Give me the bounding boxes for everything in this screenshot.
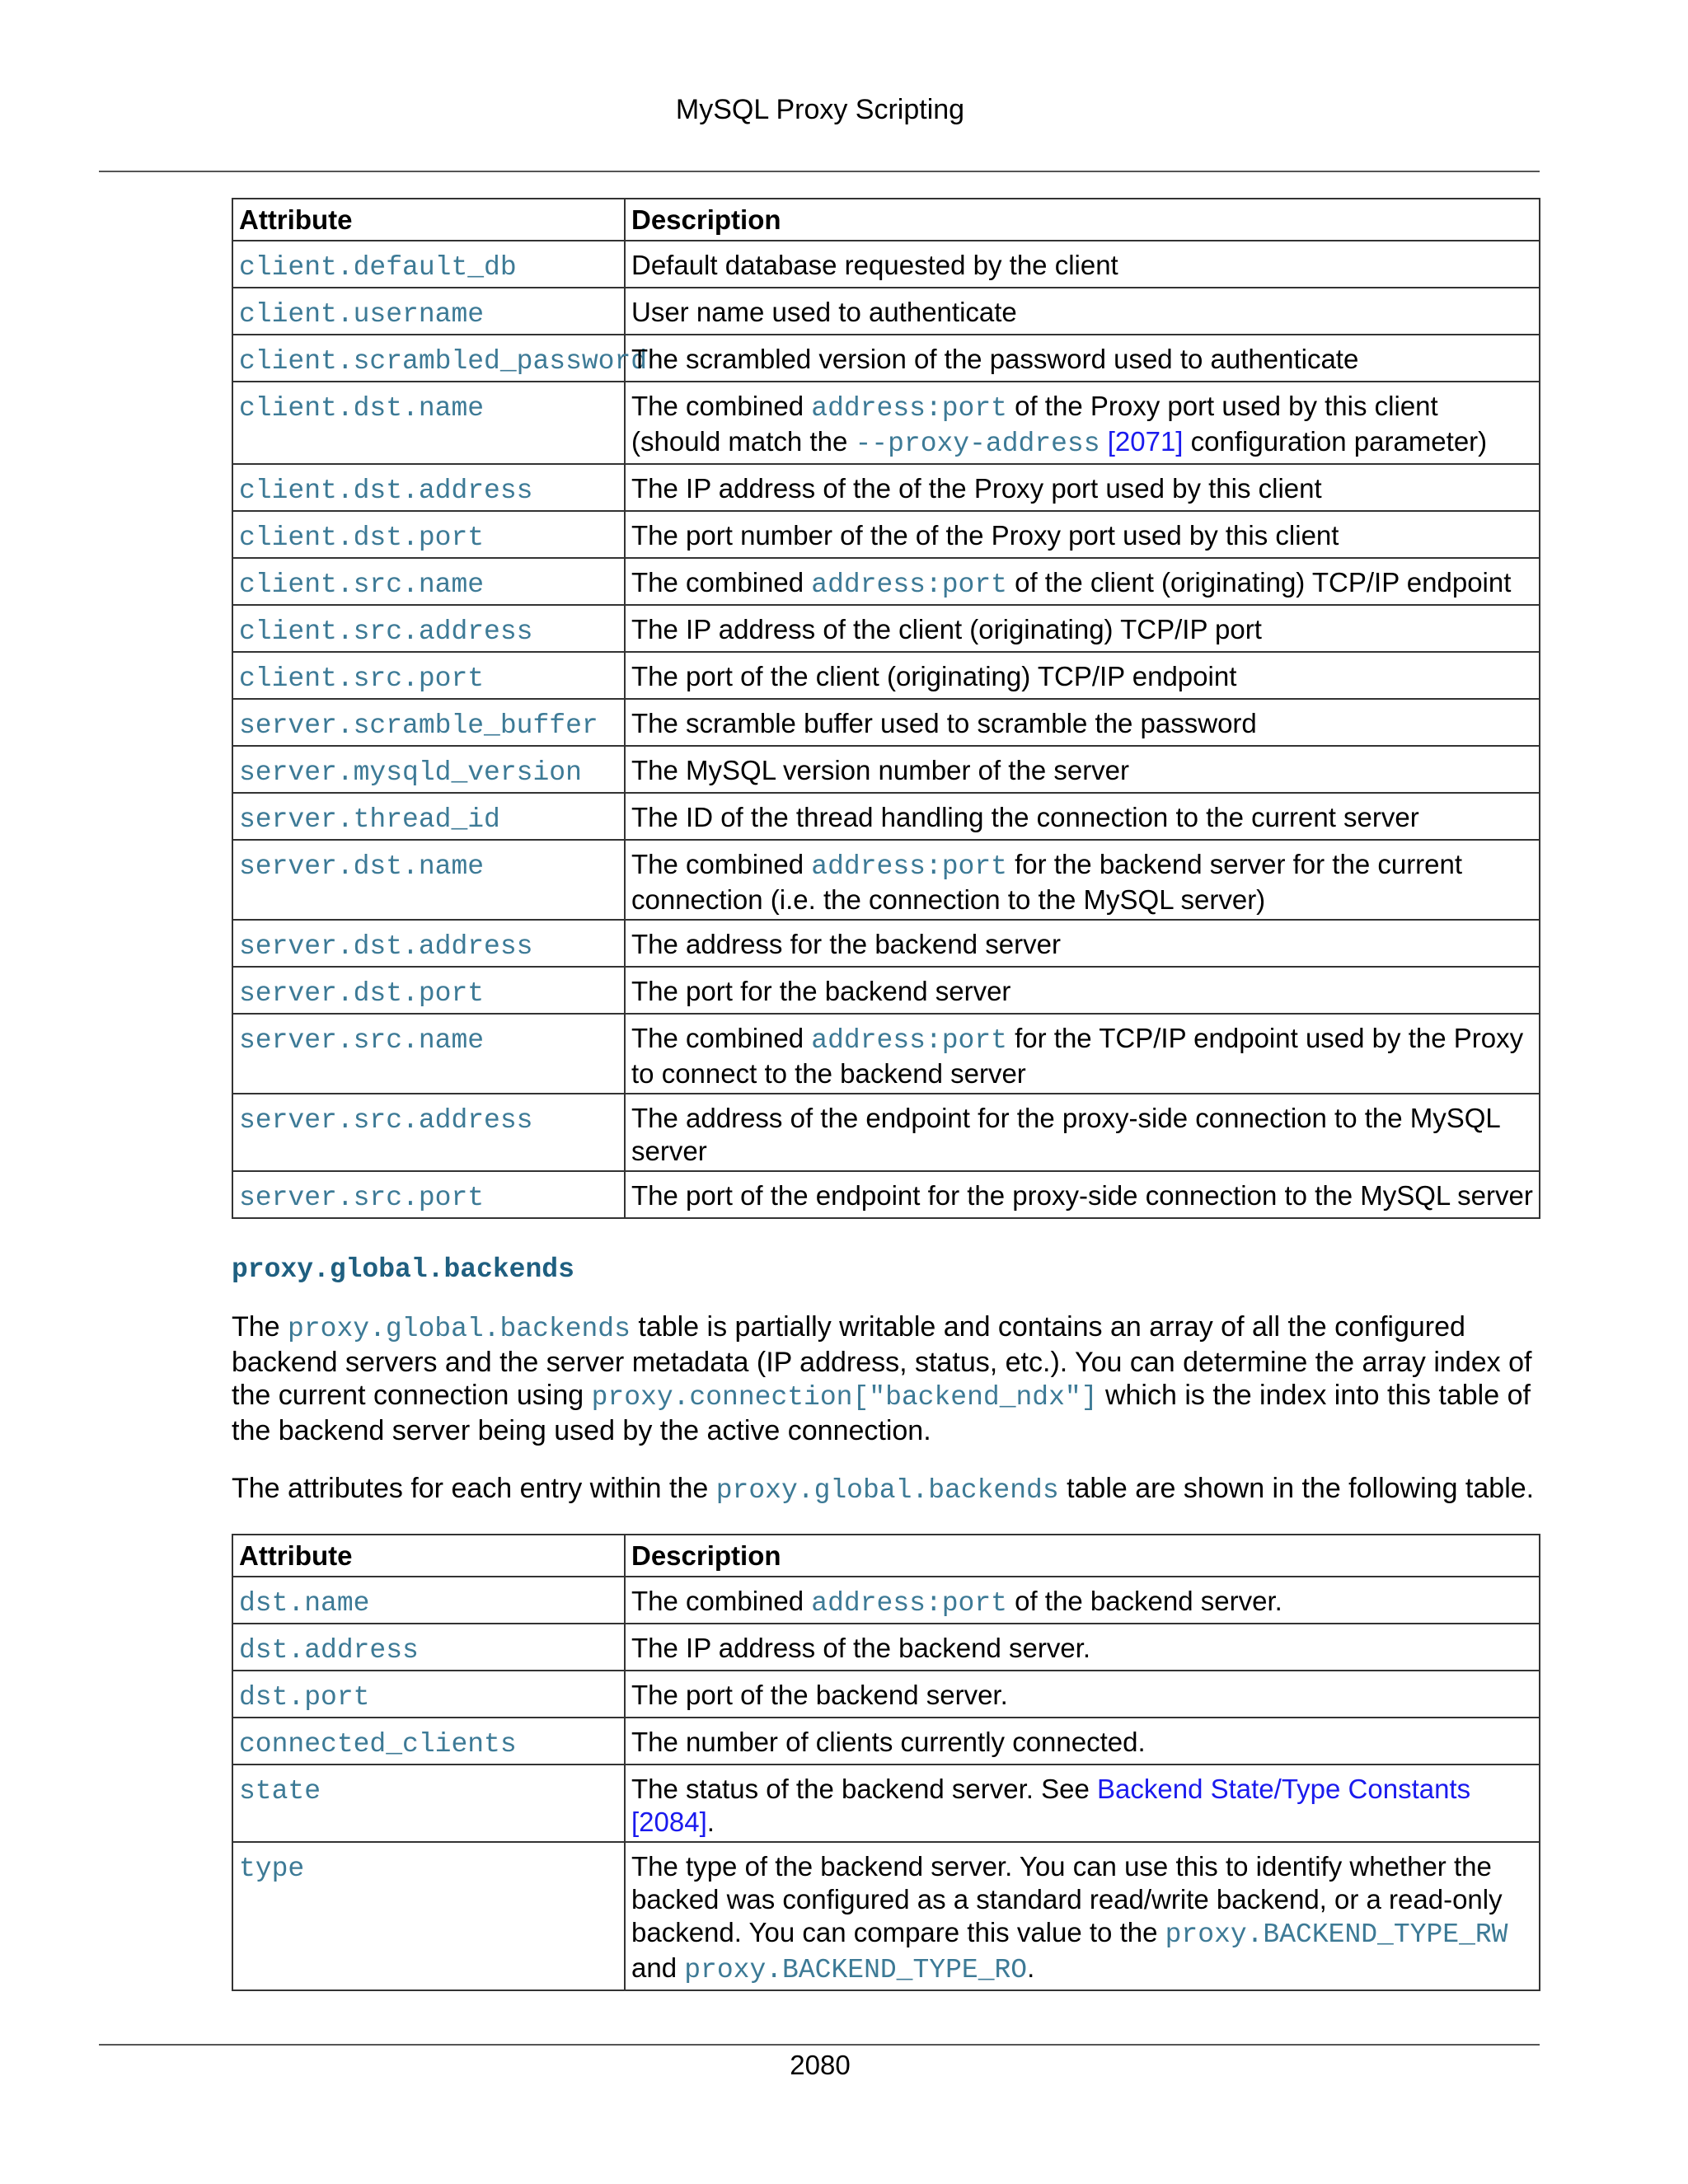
inline-code: address:port xyxy=(811,851,1007,882)
attribute-name: client.dst.name xyxy=(239,393,485,424)
column-header-description: Description xyxy=(625,199,1540,241)
attribute-name: server.src.address xyxy=(239,1105,533,1136)
text-run: The IP address of the backend server. xyxy=(631,1633,1091,1663)
backends-attributes-paragraph xyxy=(232,1472,1542,1507)
attribute-cell xyxy=(232,382,625,464)
attribute-cell xyxy=(232,652,625,699)
description-cell xyxy=(625,699,1540,746)
column-header-description: Description xyxy=(625,1535,1540,1577)
text-run: Default database requested by the client xyxy=(631,250,1118,280)
attribute-name: client.dst.address xyxy=(239,476,533,506)
description-cell xyxy=(625,1718,1540,1765)
section-title: proxy.global.backends xyxy=(232,1254,574,1285)
attribute-name: client.default_db xyxy=(239,252,517,283)
attribute-name: dst.port xyxy=(239,1682,370,1713)
text-run: table is partially writable and contains an array of all the configured backend servers and the server metadata (IP address, status, etc.). You can determine the array index of the current connection using xyxy=(232,1311,1532,1411)
attribute-cell xyxy=(232,1014,625,1094)
description-cell xyxy=(625,1094,1540,1171)
attribute-cell xyxy=(232,1094,625,1171)
description-cell xyxy=(625,1171,1540,1218)
attribute-name: server.src.name xyxy=(239,1025,485,1056)
attribute-cell xyxy=(232,464,625,511)
table-header-row xyxy=(232,199,1540,241)
description-cell xyxy=(625,382,1540,464)
inline-code: proxy.BACKEND_TYPE_RW xyxy=(1165,1919,1508,1950)
attribute-name: type xyxy=(239,1854,305,1884)
attribute-name: server.src.port xyxy=(239,1183,485,1213)
text-run: . xyxy=(1027,1952,1035,1983)
table-row xyxy=(232,464,1540,511)
text-run: The port of the client (originating) TCP/IP endpoint xyxy=(631,661,1237,691)
inline-code: --proxy-address xyxy=(855,429,1100,459)
table-row xyxy=(232,241,1540,288)
table-row xyxy=(232,558,1540,605)
attribute-name: server.scramble_buffer xyxy=(239,710,598,741)
description-cell xyxy=(625,793,1540,840)
description-cell xyxy=(625,288,1540,335)
description-cell xyxy=(625,511,1540,558)
attribute-cell xyxy=(232,1765,625,1842)
text-run: configuration parameter) xyxy=(1183,426,1488,457)
text-run: The IP address of the client (originating) TCP/IP port xyxy=(631,614,1262,644)
table-row xyxy=(232,1577,1540,1624)
table-row xyxy=(232,1718,1540,1765)
footer-rule xyxy=(99,2044,1540,2046)
text-run: of the Proxy port used by this client (should match the xyxy=(631,391,1438,457)
attribute-cell xyxy=(232,335,648,382)
table-row xyxy=(232,699,1540,746)
attribute-name: client.src.address xyxy=(239,616,533,647)
description-cell xyxy=(625,1765,1540,1842)
page-header: MySQL Proxy Scripting xyxy=(675,94,965,125)
table-row xyxy=(232,967,1540,1014)
attribute-cell xyxy=(232,699,625,746)
description-cell xyxy=(625,1577,1540,1624)
text-run: . xyxy=(706,1807,715,1837)
attribute-name: client.src.name xyxy=(239,569,485,600)
attribute-cell xyxy=(232,1671,625,1718)
text-run: The address for the backend server xyxy=(631,929,1061,959)
table-row xyxy=(232,335,1540,382)
text-run: The status of the backend server. See xyxy=(631,1774,1097,1804)
text-run: The combined xyxy=(631,391,812,421)
attribute-cell xyxy=(232,840,625,920)
attribute-cell xyxy=(232,793,625,840)
text-run: The address of the endpoint for the proxy-side connection to the MySQL server xyxy=(631,1103,1500,1166)
text-run: The port of the backend server. xyxy=(631,1680,1008,1710)
description-cell xyxy=(625,652,1540,699)
text-run: The combined xyxy=(631,849,812,879)
description-cell xyxy=(625,605,1540,652)
description-cell xyxy=(625,1671,1540,1718)
table-row xyxy=(232,1765,1540,1842)
inline-code: address:port xyxy=(811,1025,1007,1056)
attribute-cell xyxy=(232,1718,625,1765)
description-cell xyxy=(625,558,1540,605)
attribute-name: server.thread_id xyxy=(239,804,500,835)
table-row xyxy=(232,840,1540,920)
inline-code: proxy.global.backends xyxy=(288,1314,631,1344)
backend-attributes-table xyxy=(232,1534,1540,1991)
text-run: The combined xyxy=(631,567,812,598)
inline-code: address:port xyxy=(811,393,1007,424)
description-cell xyxy=(625,335,1540,382)
inline-code: proxy.connection["backend_ndx"] xyxy=(591,1382,1098,1413)
inline-code: address:port xyxy=(811,569,1007,600)
table-row xyxy=(232,1842,1540,1990)
description-cell xyxy=(625,1624,1540,1671)
inline-code: proxy.BACKEND_TYPE_RO xyxy=(684,1955,1028,1985)
attribute-cell xyxy=(232,241,625,288)
text-run: and xyxy=(631,1952,685,1983)
attribute-name: client.src.port xyxy=(239,663,485,694)
table-row xyxy=(232,1171,1540,1218)
connection-attributes-table xyxy=(232,198,1540,1219)
text-run: The type of the backend server. You can use this to identify whether the backed was configured as a standard read/write backend, or a read-only backend. You can compare this value to the xyxy=(631,1851,1503,1947)
description-cell xyxy=(625,1842,1540,1990)
text-run: for the backend server for the current connection (i.e. the connection to the MySQL server) xyxy=(631,849,1463,915)
text-run: The port of the endpoint for the proxy-side connection to the MySQL server xyxy=(631,1180,1533,1211)
column-header-attribute: Attribute xyxy=(232,199,625,241)
attribute-cell xyxy=(232,605,625,652)
attribute-name: client.username xyxy=(239,299,485,330)
table-row xyxy=(232,793,1540,840)
description-cell xyxy=(625,1014,1540,1094)
text-run: The scramble buffer used to scramble the password xyxy=(631,708,1257,738)
text-run: of the client (originating) TCP/IP endpoint xyxy=(1006,567,1512,598)
attribute-cell xyxy=(232,746,625,793)
attribute-name: connected_clients xyxy=(239,1729,517,1760)
column-header-attribute: Attribute xyxy=(232,1535,625,1577)
attribute-cell xyxy=(232,1577,625,1624)
attribute-name: dst.address xyxy=(239,1635,419,1666)
attribute-name: server.dst.port xyxy=(239,978,485,1009)
attribute-cell xyxy=(232,1171,625,1218)
description-cell xyxy=(625,967,1540,1014)
table-row xyxy=(232,382,1540,464)
attribute-cell xyxy=(232,511,625,558)
text-run: which is the index into this table of the backend server being used by the active connection. xyxy=(232,1380,1531,1446)
text-run: The MySQL version number of the server xyxy=(631,755,1130,785)
header-rule xyxy=(99,171,1540,172)
table-header-row xyxy=(232,1535,1540,1577)
text-run: table are shown in the following table. xyxy=(1058,1473,1535,1504)
text-run: The number of clients currently connected. xyxy=(631,1727,1146,1757)
table-row xyxy=(232,746,1540,793)
attribute-name: state xyxy=(239,1776,321,1807)
attribute-name: server.dst.name xyxy=(239,851,485,882)
backends-intro-paragraph xyxy=(232,1310,1542,1447)
text-run: The port number of the of the Proxy port used by this client xyxy=(631,520,1339,551)
table-row xyxy=(232,1671,1540,1718)
attribute-cell xyxy=(232,1624,625,1671)
inline-code: proxy.global.backends xyxy=(715,1475,1059,1506)
text-run: of the backend server. xyxy=(1006,1586,1282,1616)
description-cell xyxy=(625,840,1540,920)
page-number: 2080 xyxy=(790,2050,851,2080)
attribute-name: dst.name xyxy=(239,1588,370,1619)
text-run: The scrambled version of the password used to authenticate xyxy=(631,344,1359,374)
text-run: The attributes for each entry within the xyxy=(232,1473,716,1504)
text-run: The combined xyxy=(631,1586,812,1616)
attribute-cell xyxy=(232,920,625,967)
inline-code: address:port xyxy=(811,1588,1007,1619)
text-run: The IP address of the of the Proxy port used by this client xyxy=(631,473,1322,504)
attribute-cell xyxy=(232,967,625,1014)
description-cell xyxy=(625,920,1540,967)
table-row xyxy=(232,652,1540,699)
text-run: User name used to authenticate xyxy=(631,297,1017,327)
text-run: The ID of the thread handling the connection to the current server xyxy=(631,802,1419,832)
attribute-cell xyxy=(232,558,625,605)
table-row xyxy=(232,288,1540,335)
table-row xyxy=(232,1014,1540,1094)
text-run xyxy=(1100,426,1108,457)
table-row xyxy=(232,1094,1540,1171)
attribute-cell xyxy=(232,1842,625,1990)
cross-reference-link[interactable]: Backend State/Type Constants [2084] xyxy=(631,1774,1471,1837)
description-cell xyxy=(625,464,1540,511)
table-row xyxy=(232,511,1540,558)
table-row xyxy=(232,605,1540,652)
attribute-name: client.dst.port xyxy=(239,523,485,553)
text-run: The port for the backend server xyxy=(631,976,1011,1006)
attribute-name: server.dst.address xyxy=(239,931,533,962)
table-row xyxy=(232,1624,1540,1671)
attribute-cell xyxy=(232,288,625,335)
description-cell xyxy=(625,241,1540,288)
text-run: The xyxy=(232,1311,288,1343)
description-cell xyxy=(625,746,1540,793)
text-run: for the TCP/IP endpoint used by the Proxy to connect to the backend server xyxy=(631,1023,1524,1089)
table-row xyxy=(232,920,1540,967)
text-run: The combined xyxy=(631,1023,812,1053)
attribute-name: server.mysqld_version xyxy=(239,757,582,788)
cross-reference-link[interactable]: [2071] xyxy=(1107,426,1184,457)
attribute-name: client.scrambled_password xyxy=(239,346,648,377)
